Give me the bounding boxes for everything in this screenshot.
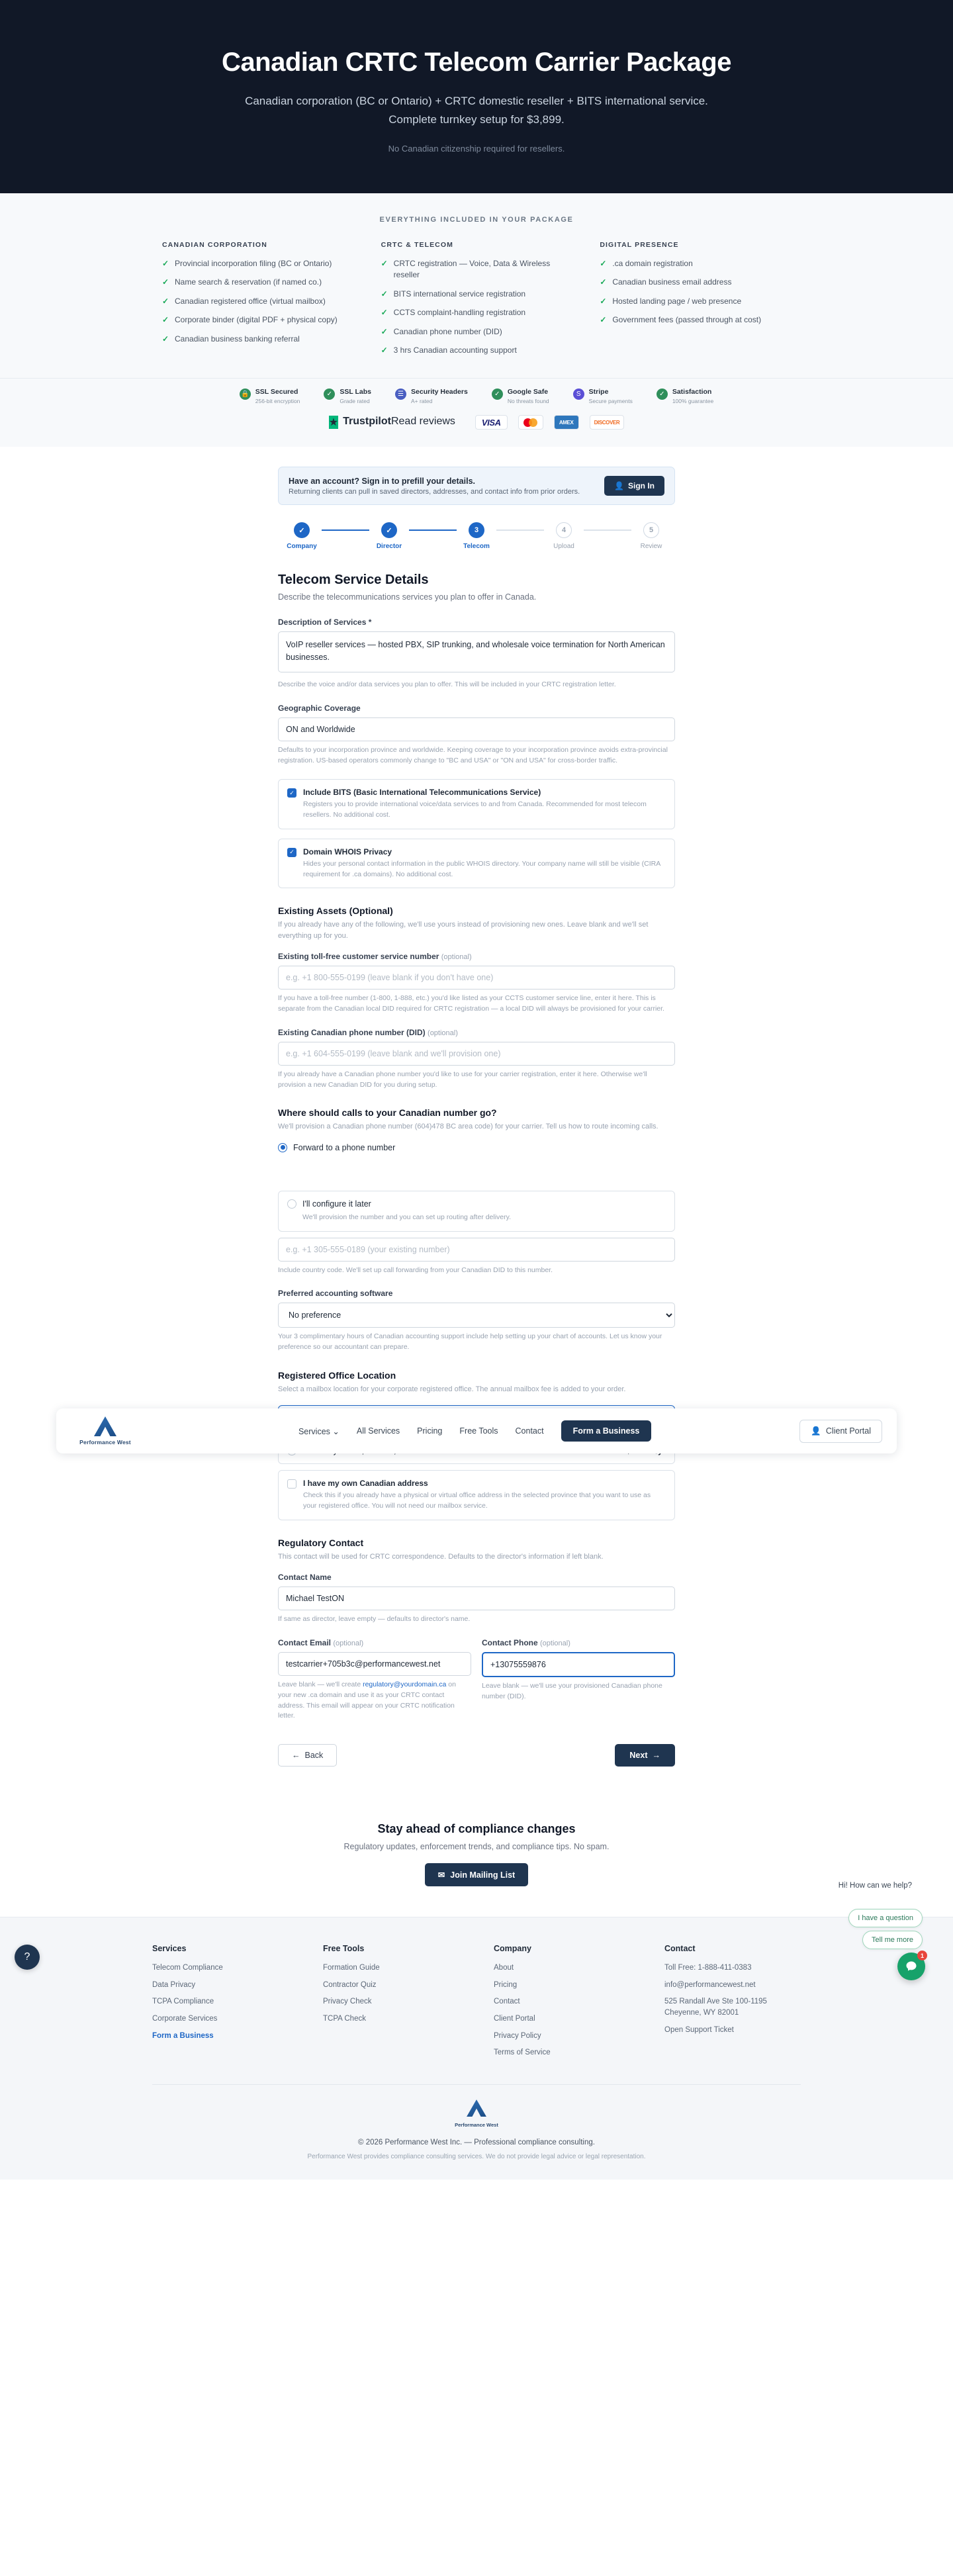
list-item [381, 289, 572, 300]
contact-email-field [278, 1638, 471, 1722]
footer-heading: Contact [664, 1944, 696, 1954]
trust-badge-security-headers [395, 388, 468, 404]
sign-in-button[interactable] [604, 476, 664, 496]
column-heading: CRTC & TELECOM [381, 241, 453, 250]
google-icon: ✓ [492, 389, 503, 400]
footer-phone: Toll Free: 1-888-411-0383 [664, 1964, 752, 1972]
list-item [162, 296, 353, 307]
footer-address: 525 Randall Ave Ste 100-1195 Cheyenne, WY 82001 [664, 1998, 767, 2017]
badge-title: Satisfaction [672, 388, 712, 396]
stripe-icon: S [573, 389, 584, 400]
list-item-label: Canadian business banking referral [175, 334, 300, 344]
badge-sub: Secure payments [588, 398, 633, 405]
arrow-left-icon: ← [292, 1751, 300, 1761]
step-connector [496, 529, 544, 531]
hero-note: No Canadian citizenship required for resellers. [388, 144, 565, 154]
step-label: Review [640, 543, 662, 551]
nav-label: Services [298, 1426, 330, 1436]
list-item-label: 3 hrs Canadian accounting support [393, 345, 517, 355]
badge-title: Google Safe [507, 388, 549, 396]
list-item [381, 326, 572, 338]
list-item [381, 307, 572, 318]
step-connector [322, 529, 369, 531]
footer-link-privacy-check[interactable]: Privacy Check [323, 1998, 372, 2006]
check-circle-icon: ✓ [657, 389, 668, 400]
discover-icon: DISCOVER [590, 415, 625, 430]
optional-tag: (optional) [333, 1639, 364, 1648]
list-item [162, 258, 353, 269]
chat-icon [905, 1960, 918, 1973]
list-item-label: CRTC registration — Voice, Data & Wireless reseller [393, 259, 551, 280]
check-icon: ✓ [162, 334, 169, 344]
list-item [162, 277, 353, 288]
included-column-digital [600, 241, 791, 363]
form-card [278, 467, 675, 1767]
user-icon: 👤 [614, 481, 624, 491]
included-section [0, 193, 953, 379]
included-title: EVERYTHING INCLUDED IN YOUR PACKAGE [379, 216, 574, 224]
did-label-text: Existing Canadian phone number (DID) [278, 1027, 426, 1037]
accounting-field-group [278, 1289, 675, 1353]
step-label: Telecom [463, 543, 490, 551]
form-a-business-button[interactable]: Form a Business [561, 1420, 652, 1442]
check-icon: ✓ [600, 277, 607, 287]
contact-name-help: If same as director, leave empty — defaults to director's name. [278, 1615, 471, 1624]
email-link[interactable]: regulatory@yourdomain.ca [363, 1680, 447, 1689]
next-label: Next [629, 1751, 648, 1761]
contact-email-label-text: Contact Email [278, 1638, 332, 1648]
existing-assets-desc: If you already have any of the following, we'll use yours instead of provisioning new ones. Leave blank and we'll set everything up for you. [278, 921, 649, 940]
description-field-group [278, 618, 675, 690]
geographic-field-group [278, 704, 675, 766]
check-icon: ✓ [381, 289, 388, 299]
star-icon: ★ [328, 417, 339, 429]
step-connector [584, 529, 631, 531]
check-icon: ✓ [162, 315, 169, 325]
badge-title: SSL Labs [340, 388, 372, 396]
footer-bottom [0, 2085, 953, 2162]
envelope-icon: ✉ [437, 1870, 445, 1880]
nav-item-all-services[interactable]: All Services [356, 1426, 400, 1436]
contact-name-input[interactable] [278, 1587, 675, 1610]
regulatory-desc: This contact will be used for CRTC correspondence. Defaults to the director's information if left blank. [278, 1552, 604, 1561]
nav-item-pricing[interactable]: Pricing [417, 1426, 443, 1436]
list-item [162, 334, 353, 345]
list-item-label: Canadian business email address [612, 277, 732, 287]
badge-sub: Grade rated [340, 398, 370, 405]
check-icon: ✓ [381, 259, 388, 269]
check-icon: ✓ [600, 259, 607, 269]
trustpilot-badge [329, 416, 455, 429]
own-address-label: I have my own Canadian address [303, 1479, 428, 1489]
list-item [600, 258, 791, 269]
question-icon: ? [24, 1951, 30, 1962]
check-icon: ✓ [600, 296, 607, 306]
join-mailing-list-button[interactable] [425, 1863, 528, 1886]
routing-option-label: I'll configure it later [302, 1199, 371, 1209]
optional-tag: (optional) [540, 1639, 570, 1648]
accounting-help: Your 3 complimentary hours of Canadian accounting support include help setting up your chart of accounts. Let us know your preference so our accountant can prepare. [278, 1332, 662, 1352]
step-upload[interactable] [544, 522, 584, 550]
forward-number-input[interactable] [278, 1238, 675, 1262]
did-input[interactable] [278, 1042, 675, 1066]
footer-copyright: © 2026 Performance West Inc. — Professional compliance consulting. [358, 2139, 595, 2147]
step-label: Company [287, 543, 317, 551]
chat-fab-button[interactable] [897, 1953, 925, 1980]
nav-item-services[interactable] [298, 1426, 340, 1436]
chat-quick-reply-more[interactable]: Tell me more [862, 1931, 923, 1949]
check-icon: ✓ [381, 326, 388, 336]
nav-item-free-tools[interactable]: Free Tools [459, 1426, 498, 1436]
sign-in-label: Sign In [628, 481, 655, 491]
mailing-section [0, 1793, 953, 1917]
included-column-corporation [162, 241, 353, 363]
footer-column-services [152, 1944, 289, 2064]
whois-checkbox-card[interactable] [278, 839, 675, 889]
tollfree-label-text: Existing toll-free customer service number [278, 952, 439, 962]
nav-item-contact[interactable]: Contact [515, 1426, 544, 1436]
contact-phone-label-text: Contact Phone [482, 1638, 538, 1648]
contact-email-help [278, 1680, 471, 1722]
routing-desc: We'll provision a Canadian phone number (604)478 BC area code) for your carrier. Tell us how to route incoming calls. [278, 1123, 658, 1131]
mastercard-icon [518, 415, 543, 430]
check-icon: ✓ [600, 315, 607, 325]
footer-heading: Services [152, 1944, 187, 1954]
step-marker: 5 [643, 522, 659, 538]
list-item-label: Corporate binder (digital PDF + physical copy) [175, 315, 338, 325]
client-portal-button[interactable] [799, 1420, 882, 1443]
regulatory-heading: Regulatory Contact [278, 1537, 364, 1548]
own-address-checkbox-card[interactable] [278, 1470, 675, 1520]
nav-links [169, 1420, 781, 1442]
footer-link-contact[interactable]: Contact [494, 1998, 520, 2006]
client-portal-label: Client Portal [825, 1426, 871, 1436]
badge-title: SSL Secured [255, 388, 298, 396]
tollfree-help: If you have a toll-free number (1-800, 1-888, etc.) you'd like listed as your CCTS customer service line, enter it here. This is separate from the Canadian local DID required for CRTC registration — a local DID will always be provisioned for your carrier. [278, 994, 664, 1013]
check-icon: ✓ [381, 345, 388, 355]
list-item-label: Provincial incorporation filing (BC or Ontario) [175, 259, 332, 269]
footer-link-telecom-compliance[interactable]: Telecom Compliance [152, 1964, 223, 1972]
step-marker: ✓ [294, 522, 310, 538]
trust-badge-google-safe [492, 388, 549, 404]
list-item [381, 345, 572, 356]
footer-support-ticket-link[interactable]: Open Support Ticket [664, 2025, 734, 2034]
badge-sub: Read reviews [390, 416, 455, 428]
chevron-down-icon: ⌄ [332, 1426, 340, 1436]
tollfree-field-group [278, 952, 675, 1015]
page-title: Canadian CRTC Telecom Carrier Package [222, 48, 731, 77]
footer-link-privacy-policy[interactable]: Privacy Policy [494, 2031, 541, 2040]
checkbox-icon[interactable]: ✓ [287, 788, 296, 798]
routing-heading: Where should calls to your Canadian number go? [278, 1107, 497, 1119]
optional-tag: (optional) [441, 953, 472, 962]
forward-number-help: Include country code. We'll set up call forwarding from your Canadian DID to this number. [278, 1265, 553, 1274]
accounting-label: Preferred accounting software [278, 1289, 393, 1299]
contact-email-label [278, 1638, 471, 1647]
check-icon: ✓ [162, 259, 169, 269]
footer-link-about[interactable]: About [494, 1964, 514, 1972]
contact-phone-label [482, 1638, 675, 1647]
help-post: on your new .ca domain and use it as your CRTC contact address. This email will appear on your CRTC notification letter. [278, 1680, 456, 1720]
column-heading: DIGITAL PRESENCE [600, 241, 679, 250]
step-marker: ✓ [381, 522, 397, 538]
list-item-label: Canadian registered office (virtual mailbox) [175, 296, 326, 306]
join-mailing-label: Join Mailing List [450, 1870, 516, 1880]
contact-name-field [278, 1573, 675, 1625]
brand-logo[interactable] [71, 1416, 140, 1446]
own-address-desc: Check this if you already have a physical or virtual office address in the selected province that you want to use as your registered office. You will not need our mailbox service. [303, 1491, 651, 1510]
step-label: Upload [553, 543, 574, 551]
footer-heading: Free Tools [323, 1944, 365, 1954]
contact-phone-input[interactable] [482, 1652, 675, 1677]
step-connector [409, 529, 457, 531]
trust-badge-stripe [573, 388, 633, 404]
footer-link-formation-guide[interactable]: Formation Guide [323, 1964, 380, 1972]
checkbox-icon[interactable] [287, 1479, 296, 1489]
footer-column-contact [664, 1944, 801, 2064]
badge-sub: 256-bit encryption [255, 398, 300, 405]
signin-subtitle: Returning clients can pull in saved directors, addresses, and contact info from prior orders. [289, 487, 580, 496]
included-columns [136, 241, 817, 363]
step-review[interactable] [631, 522, 671, 550]
footer-link-corporate-services[interactable]: Corporate Services [152, 2015, 218, 2023]
lock-icon: 🔒 [240, 389, 251, 400]
footer-heading: Company [494, 1944, 531, 1954]
footer-link-pricing[interactable]: Pricing [494, 1980, 518, 1989]
list-item-label: BITS international service registration [393, 289, 526, 299]
user-icon: 👤 [811, 1426, 821, 1436]
office-heading: Registered Office Location [278, 1369, 396, 1381]
tollfree-input[interactable] [278, 966, 675, 989]
footer-email[interactable]: info@performancewest.net [664, 1980, 756, 1989]
whois-label: Domain WHOIS Privacy [303, 847, 392, 856]
badge-title: Stripe [588, 388, 609, 396]
visa-icon: VISA [475, 415, 508, 430]
payment-methods [0, 411, 953, 447]
brand-name: Performance West [79, 1439, 131, 1446]
contact-email-input[interactable] [278, 1652, 471, 1676]
form-section [0, 447, 953, 1793]
footer-link-contractor-quiz[interactable]: Contractor Quiz [323, 1980, 377, 1989]
help-fab-button[interactable] [15, 1945, 40, 1970]
included-column-telecom [381, 241, 572, 363]
section-subtitle: Describe the telecommunications services you plan to offer in Canada. [278, 592, 537, 602]
did-help: If you already have a Canadian phone number you'd like to use for your carrier registration, enter it here. Otherwise we'll provision a new Canadian DID for you during setup. [278, 1070, 647, 1089]
did-label [278, 1028, 675, 1037]
routing-option-forward[interactable] [278, 1143, 675, 1152]
chat-unread-badge: 1 [917, 1951, 927, 1960]
step-marker: 4 [556, 522, 572, 538]
step-marker: 3 [469, 522, 484, 538]
floating-navbar [56, 1408, 897, 1453]
check-icon: ✓ [162, 277, 169, 287]
list-item-label: .ca domain registration [612, 259, 693, 269]
footer-columns [126, 1944, 827, 2064]
office-desc: Select a mailbox location for your corporate registered office. The annual mailbox fee is added to your order. [278, 1385, 626, 1393]
accounting-select[interactable] [278, 1303, 675, 1328]
arrow-right-icon: → [652, 1751, 660, 1761]
existing-assets-heading: Existing Assets (Optional) [278, 905, 393, 917]
badge-sub: 100% guarantee [672, 398, 714, 405]
radio-icon[interactable] [287, 1199, 296, 1209]
contact-phone-help: Leave blank — we'll use your provisioned Canadian phone number (DID). [482, 1682, 662, 1700]
footer-link-tcpa-compliance[interactable]: TCPA Compliance [152, 1998, 214, 2006]
radio-icon[interactable] [278, 1143, 287, 1152]
mailing-title: Stay ahead of compliance changes [377, 1822, 576, 1836]
progress-stepper [278, 522, 675, 550]
bits-label: Include BITS (Basic International Telecommunications Service) [303, 788, 541, 798]
site-footer [0, 1917, 953, 2180]
signin-banner [278, 467, 675, 505]
list-item [600, 296, 791, 307]
column-heading: CANADIAN CORPORATION [162, 241, 267, 250]
footer-brand-name: Performance West [455, 2122, 498, 2129]
contact-phone-field [482, 1638, 675, 1722]
footer-column-company [494, 1944, 630, 2064]
description-help: Describe the voice and/or data services you plan to offer. This will be included in your CRTC registration letter. [278, 680, 616, 689]
footer-disclaimer: Performance West provides compliance consulting services. We do not provide legal advice or legal representation. [307, 2153, 646, 2161]
geographic-help: Defaults to your incorporation province and worldwide. Keeping coverage to your incorporation province avoids extra-provincial registration. US-based operators commonly change to "BC and USA" or "ON and USA" for cross-border traffic. [278, 745, 668, 764]
shield-icon: ✓ [324, 389, 335, 400]
step-telecom[interactable] [457, 522, 496, 550]
chat-greeting: Hi! How can we help? [838, 1882, 912, 1890]
description-textarea[interactable] [278, 631, 675, 672]
amex-icon: AMEX [554, 415, 579, 430]
footer-link-form-a-business[interactable]: Form a Business [152, 2031, 214, 2040]
list-item [381, 258, 572, 281]
routing-option-desc: We'll provision the number and you can set up routing after delivery. [302, 1213, 512, 1221]
list-item [600, 314, 791, 326]
tollfree-label [278, 952, 675, 961]
trust-badge-ssl-labs [324, 388, 371, 404]
mailing-subtitle: Regulatory updates, enforcement trends, and compliance tips. No spam. [343, 1842, 610, 1852]
footer-link-tcpa-check[interactable]: TCPA Check [323, 2015, 366, 2023]
list-item [600, 277, 791, 288]
chat-quick-reply-question[interactable]: I have a question [848, 1909, 923, 1927]
forward-number-field [278, 1238, 675, 1276]
footer-link-client-portal[interactable]: Client Portal [494, 2015, 535, 2023]
step-director[interactable] [369, 522, 409, 550]
form-navigation [278, 1744, 675, 1767]
footer-link-terms-of-service[interactable]: Terms of Service [494, 2048, 551, 2057]
mountain-logo-icon [94, 1416, 116, 1436]
list-item-label: CCTS complaint-handling registration [393, 308, 526, 318]
list-item-label: Canadian phone number (DID) [393, 326, 502, 336]
bits-description: Registers you to provide international voice/data services to and from Canada. Recommended for most telecom resellers. No additional cost. [303, 800, 647, 819]
list-item [162, 314, 353, 326]
did-field-group [278, 1028, 675, 1091]
back-button[interactable] [278, 1744, 337, 1767]
contact-name-label: Contact Name [278, 1573, 332, 1583]
trust-badge-ssl-secured [240, 388, 300, 404]
optional-tag: (optional) [428, 1029, 458, 1037]
section-title: Telecom Service Details [278, 573, 429, 588]
geographic-input[interactable] [278, 717, 675, 741]
help-pre: Leave blank — we'll create [278, 1680, 363, 1689]
check-icon: ✓ [381, 308, 388, 318]
hero-section [0, 0, 953, 193]
trust-badge-satisfaction [657, 388, 713, 404]
back-label: Back [304, 1751, 324, 1761]
routing-option-label: Forward to a phone number [293, 1142, 396, 1152]
routing-option-later[interactable] [278, 1191, 675, 1232]
contact-email-phone-row [278, 1638, 675, 1722]
list-item-label: Name search & reservation (if named co.) [175, 277, 322, 287]
step-company[interactable] [282, 522, 322, 550]
footer-column-free-tools [323, 1944, 459, 2064]
signin-title: Have an account? Sign in to prefill your details. [289, 476, 475, 486]
badge-sub: A+ rated [411, 398, 433, 405]
badge-sub: No threats found [507, 398, 549, 405]
hero-subtitle: Canadian corporation (BC or Ontario) + CRTC domestic reseller + BITS international service. Complete turnkey setup for $3,899. [245, 95, 708, 126]
next-button[interactable] [615, 1744, 675, 1767]
checkbox-icon[interactable]: ✓ [287, 848, 296, 857]
check-icon: ✓ [162, 296, 169, 306]
description-label: Description of Services * [278, 618, 372, 627]
headers-icon: ☰ [395, 389, 406, 400]
footer-link-data-privacy[interactable]: Data Privacy [152, 1980, 196, 1989]
step-label: Director [376, 543, 402, 551]
trust-badges [0, 379, 953, 411]
geographic-label: Geographic Coverage [278, 703, 361, 713]
bits-checkbox-card[interactable] [278, 779, 675, 829]
list-item-label: Hosted landing page / web presence [612, 296, 742, 306]
whois-description: Hides your personal contact information in the public WHOIS directory. Your company name will still be visible (CIRA requirement for .ca domains). No additional cost. [303, 859, 660, 878]
list-item-label: Government fees (passed through at cost) [612, 315, 762, 325]
badge-title: Trustpilot [343, 416, 391, 428]
mountain-logo-icon [467, 2099, 486, 2117]
badge-title: Security Headers [411, 388, 468, 396]
